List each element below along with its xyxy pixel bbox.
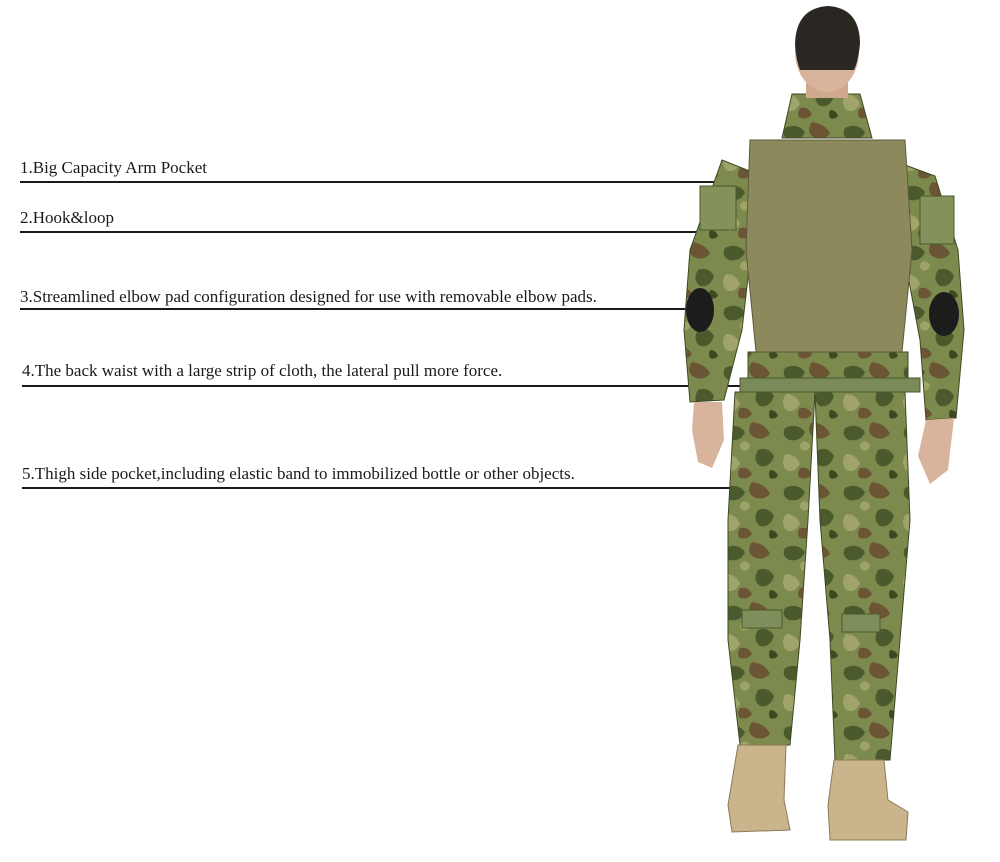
- callout-label-back-waist: 4.The back waist with a large strip of cloth, the lateral pull more force.: [22, 361, 503, 380]
- callout-label-elbow-pad: 3.Streamlined elbow pad configuration designed for use with removable elbow pads.: [20, 287, 597, 306]
- hair: [795, 6, 860, 70]
- right-knee-patch: [842, 614, 880, 632]
- shirt-torso: [746, 140, 912, 352]
- collar: [782, 94, 872, 138]
- left-elbow-pad: [686, 288, 714, 332]
- callout-label-hook-loop: 2.Hook&loop: [20, 208, 114, 227]
- right-arm-pocket: [920, 196, 954, 244]
- left-arm-pocket: [700, 186, 736, 230]
- right-pant-leg: [815, 392, 910, 760]
- waist-strip: [740, 378, 920, 392]
- left-hand: [692, 402, 724, 468]
- left-pant-leg: [728, 392, 815, 745]
- callout-label-arm-pocket: 1.Big Capacity Arm Pocket: [20, 158, 207, 177]
- left-knee-patch: [742, 610, 782, 628]
- right-boot: [828, 760, 908, 840]
- callout-label-thigh-pocket: 5.Thigh side pocket,including elastic band to immobilized bottle or other objects.: [22, 464, 575, 483]
- left-boot: [728, 745, 790, 832]
- right-elbow-pad: [929, 292, 959, 336]
- right-hand: [918, 418, 954, 484]
